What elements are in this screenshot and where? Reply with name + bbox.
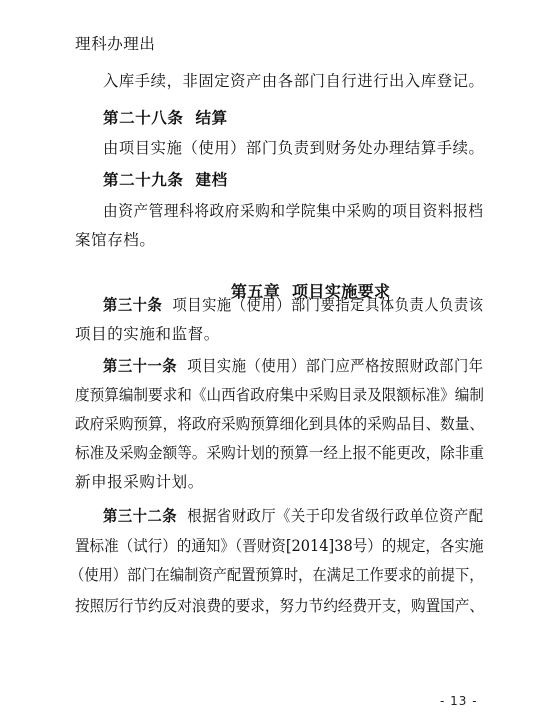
line-6-text: 由资产管理科将政府采购和学院集中采购的项目资料报档 <box>103 202 484 220</box>
article-32-line-2 <box>75 536 484 556</box>
line-4-text: 由项目实施（使用）部门负责到财务处办理结算手续。 <box>103 139 485 157</box>
article-30-number: 第三十条 <box>103 295 163 314</box>
article-31-line-4 <box>75 443 484 463</box>
article-30-line-1 <box>103 295 484 315</box>
article-28-title: 结算 <box>183 108 228 127</box>
article-28-heading <box>103 108 228 128</box>
article-31-line-2-text: 度预算编制要求和《山西省政府集中采购目录及限额标准》编制 <box>75 386 485 404</box>
article-29-title: 建档 <box>183 170 228 189</box>
text-line-1 <box>75 34 156 54</box>
article-28-number: 第二十八条 <box>103 108 184 127</box>
line-2-text: 入库手续，非固定资产由各部门自行进行出入库登记。 <box>103 72 485 90</box>
article-31-line-5 <box>75 472 204 492</box>
page-number: - 13 - <box>440 694 478 708</box>
article-31-line-3 <box>75 414 484 434</box>
article-31-line-4-text: 标准及采购金额等。采购计划的预算一经上报不能更改，除非重 <box>75 444 485 462</box>
article-31-line-1 <box>103 356 484 376</box>
article-31-line-3-text: 政府采购预算，将政府采购预算细化到具体的采购品目、数量、 <box>75 415 485 433</box>
article-29-heading <box>103 170 228 190</box>
article-30-text: 项目实施（使用）部门要指定具体负责人负责该 <box>162 296 484 314</box>
article-32-line-1 <box>103 506 484 526</box>
article-31-line-5-text: 新申报采购计划。 <box>75 473 204 491</box>
line-7-text: 案馆存档。 <box>75 231 156 249</box>
chapter-5-title: 第五章 项目实施要求 <box>230 282 391 301</box>
article-32-text: 根据省财政厅《关于印发省级行政单位资产配 <box>177 507 484 525</box>
article-31-number: 第三十一条 <box>103 356 178 375</box>
article-32-line-2-text: 置标准（试行）的通知》（晋财资[2014]38号）的规定，各实施 <box>75 537 484 555</box>
text-line-7 <box>75 230 156 250</box>
article-31-text: 项目实施（使用）部门应严格按照财政部门年 <box>177 357 484 375</box>
article-32-line-3-text: （使用）部门在编制资产配置预算时，在满足工作要求的前提下， <box>70 566 484 584</box>
article-32-line-4 <box>75 596 484 616</box>
article-31-line-2 <box>75 385 484 405</box>
text-line-2 <box>103 71 484 91</box>
article-32-line-4-text: 按照厉行节约反对浪费的要求，努力节约经费开支，购置国产、 <box>75 597 485 615</box>
line-1-text: 理科办理出 <box>75 35 156 53</box>
article-30-continuation: 项目的实施和监督。 <box>75 325 220 343</box>
text-line-6 <box>103 201 484 221</box>
article-32-line-3 <box>70 565 484 585</box>
article-30-line-2 <box>75 324 220 344</box>
article-32-number: 第三十二条 <box>103 506 178 525</box>
text-line-4 <box>103 138 484 158</box>
article-29-number: 第二十九条 <box>103 170 184 189</box>
